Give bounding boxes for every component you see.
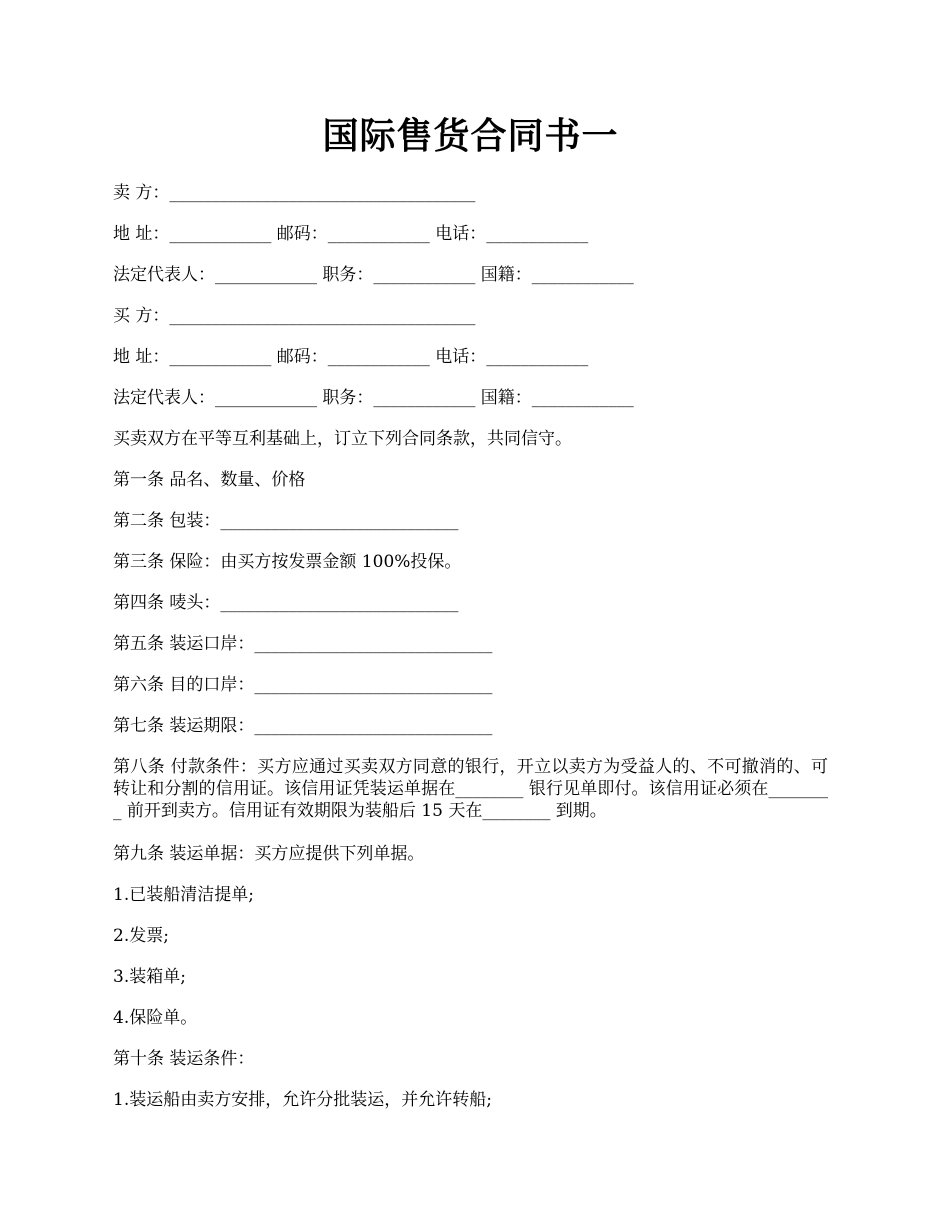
article-4-line: 第四条 唛头：____________________________ [113, 593, 459, 613]
document-title: 国际售货合同书一 [322, 115, 619, 157]
article-5-line: 第五条 装运口岸：____________________________ [113, 634, 493, 654]
article-6-line: 第六条 目的口岸：____________________________ [113, 675, 493, 695]
seller-representative-line: 法定代表人：____________ 职务：____________ 国籍：____________ [113, 265, 634, 285]
seller-address-line: 地 址：____________ 邮码：____________ 电话：____________ [113, 224, 589, 244]
article-10-line: 第十条 装运条件： [113, 1049, 255, 1069]
article-9-line: 第九条 装运单据：买方应提供下列单据。 [113, 844, 425, 864]
article-1-line: 第一条 品名、数量、价格 [113, 470, 306, 490]
article-8-paragraph: 第八条 付款条件：买方应通过买卖双方同意的银行，开立以卖方为受益人的、不可撤消的、可转让和分割的信用证。该信用证凭装运单据在________ 银行见单即付。该信用证必须在________ 前开到卖方。信用证有效期限为装船后 15 天在________ 到期。 [113, 757, 828, 821]
document-item-4: 4.保险单。 [113, 1008, 198, 1028]
document-item-3: 3.装箱单; [113, 967, 186, 987]
document-item-2: 2.发票; [113, 926, 169, 946]
preamble-line: 买卖双方在平等互利基础上，订立下列合同条款，共同信守。 [113, 429, 572, 449]
seller-name-line: 卖 方：____________________________________ [113, 183, 476, 203]
document-item-1: 1.已装船清洁提单; [113, 885, 254, 905]
article-3-line: 第三条 保险：由买方按发票金额 100%投保。 [113, 552, 462, 572]
buyer-name-line: 买 方：____________________________________ [113, 306, 476, 326]
article-2-line: 第二条 包装：____________________________ [113, 511, 459, 531]
buyer-address-line: 地 址：____________ 邮码：____________ 电话：____________ [113, 347, 589, 367]
shipping-item-1: 1.装运船由卖方安排，允许分批装运，并允许转船; [113, 1090, 492, 1110]
article-7-line: 第七条 装运期限：____________________________ [113, 716, 493, 736]
buyer-representative-line: 法定代表人：____________ 职务：____________ 国籍：____________ [113, 388, 634, 408]
